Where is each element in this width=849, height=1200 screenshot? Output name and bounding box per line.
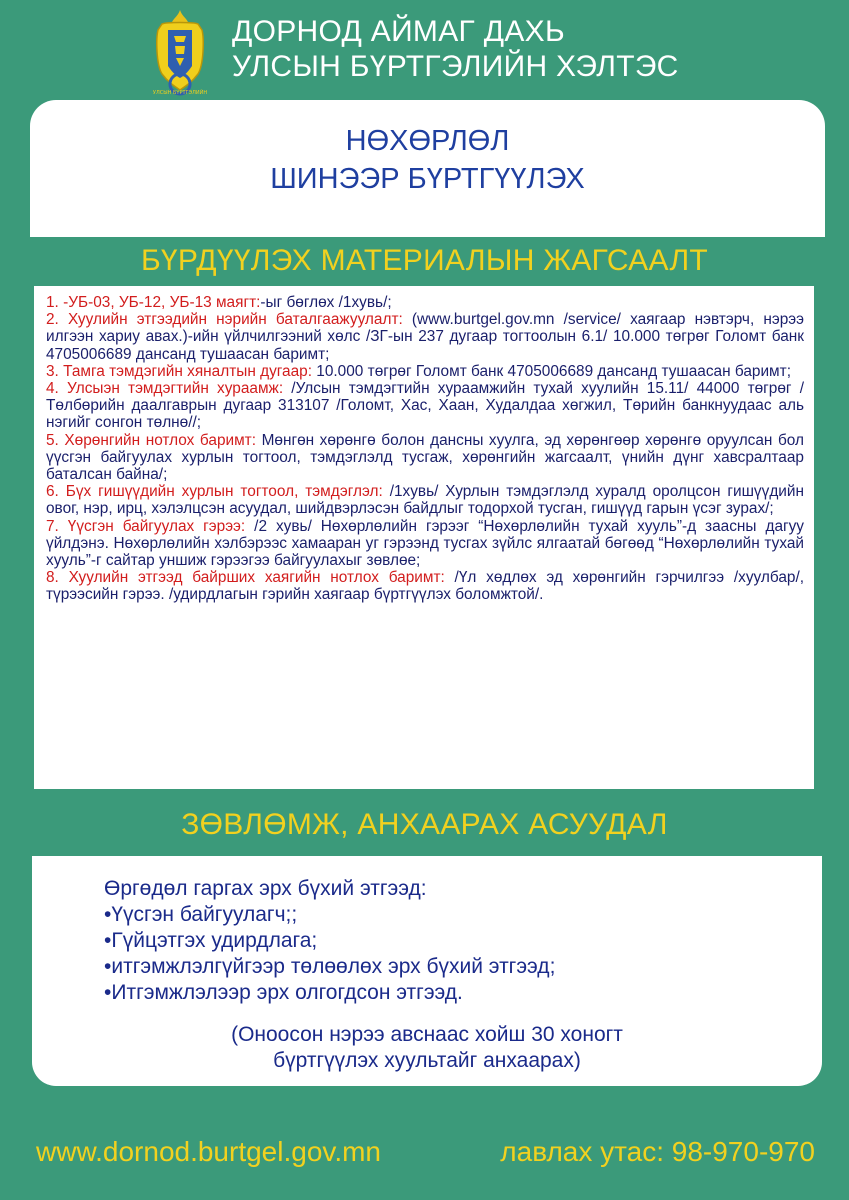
advice-panel [32, 856, 822, 1086]
item-lead: 4. Улсыэн тэмдэгтийн хураамж: [46, 380, 284, 398]
materials-list [34, 286, 814, 789]
list-item [46, 432, 804, 484]
list-item [46, 311, 804, 363]
item-text: -ыг бөглөх /1хувь/; [260, 294, 392, 311]
advice-bullet: •Гүйцэтгэх удирдлага; [104, 929, 318, 952]
list-item [46, 518, 804, 570]
list-item [46, 380, 804, 432]
item-text: (www.burtgel.gov.mn /service/ хаягаар нэвтэрч, нэрээ илгээн хариу авах.)-ийн үйлчилгээний хөлс /ЗГ-ын 237 дугаар тогтоолын 6.1/ 10.000 төгрөг Голомт банк 4705006689 дансанд тушаасан баримт; [46, 311, 804, 363]
list-item [46, 363, 804, 380]
organization-title-line1: ДОРНОД АЙМАГ ДАХЬ [232, 15, 565, 48]
phone-number: лавлах утас: 98-970-970 [500, 1136, 815, 1167]
item-lead: 6. Бүх гишүүдийн хурлын тогтоол, тэмдэглэл: [46, 483, 383, 501]
website-link[interactable]: www.dornod.burtgel.gov.mn [36, 1136, 381, 1167]
logo-caption: УЛСЫН БҮРТГЭЛИЙН [152, 90, 208, 96]
advice-bullet: •Үүсгэн байгуулагч;; [104, 903, 298, 926]
advice-note-line1: (Оноосон нэрээ авснаас хойш 30 хоногт [231, 1023, 623, 1046]
item-lead: 5. Хөрөнгийн нотлох баримт: [46, 431, 257, 449]
list-item [46, 483, 804, 517]
item-lead: 8. Хуулийн этгээд байрших хаягийн нотлох баримт: [46, 569, 445, 587]
materials-heading: БҮРДҮҮЛЭХ МАТЕРИАЛЫН ЖАГСААЛТ [140, 244, 709, 277]
item-text: /2 хувь/ Нөхөрлөлийн гэрээг “Нөхөрлөлийн тухай хууль”-д заасны дагуу үйлдэнэ. Нөхөрлөлийн хэлбэрээс хамааран уг гэрээнд тусгах зүйлс ялгаатай бөгөөд “Нөхөрлөлийн тухай хууль”-г сайтар уншиж гэрээгээ байгуулахыг зөвлөе; [46, 517, 805, 570]
list-item [46, 294, 804, 311]
organization-title-line2: УЛСЫН БҮРТГЭЛИЙН ХЭЛТЭС [232, 50, 679, 83]
item-lead: 3. Тамга тэмдэгийн хяналтын дугаар: [46, 362, 313, 380]
advice-bullet: •итгэмжлэлгүйгээр төлөөлөх эрх бүхий этгээд; [104, 955, 556, 978]
advice-note-line2: бүртгүүлэх хуультайг анхаарах) [273, 1049, 581, 1072]
item-lead: 2. Хуулийн этгээдийн нэрийн баталгаажуулалт: [46, 311, 403, 329]
item-text: /Үл хөдлөх эд хөрөнгийн гэрчилгээ /хуулбар/, түрээсийн гэрээ. /удирдлагын гэрийн хаягаар бүртгүүлэх боломжтой/. [46, 569, 805, 604]
advice-intro: Өргөдөл гаргах эрх бүхий этгээд: [104, 877, 427, 900]
advice-note [32, 1022, 750, 1074]
advice-heading: ЗӨВЛӨМЖ, АНХААРАХ АСУУДАЛ [181, 808, 668, 841]
item-text: 10.000 төгрөг Голомт банк 4705006689 дансанд тушаасан баримт; [312, 362, 791, 380]
item-text: Мөнгөн хөрөнгө болон дансны хуулга, эд хөрөнгөөр хөрөнгө оруулсан бол үүсгэн байгуулах хурлын тогтоол, тэмдэглэлд тусгаж, хөрөнгийн жагсаалт, үнийн дүнг хавсралтаар баталсан байна/; [46, 431, 805, 484]
item-text: /Улсын тэмдэгтийн хураамжийн тухай хуулийн 15.11/ 44000 төгрөг /Төлбөрийн даалгаврын дугаар 313107 /Голомт, Хас, Хаан, Худалдаа хөгжил, Төрийн банкнуудаас аль нэгийг сонгон төлнө//; [46, 380, 804, 432]
list-item [46, 569, 804, 603]
page-title-line2: ШИНЭЭР БҮРТГҮҮЛЭХ [270, 163, 585, 195]
item-lead: 1. -УБ-03, УБ-12, УБ-13 маягт: [46, 294, 261, 311]
registry-emblem-icon [148, 8, 212, 98]
title-panel [30, 100, 825, 237]
organization-title [232, 14, 679, 84]
page-title-line1: НӨХӨРЛӨЛ [345, 125, 510, 157]
item-text: /1хувь/ Хурлын тэмдэглэлд хуралд оролцсон гишүүдийн овог, нэр, ирц, хэлэлцсэн асуудал, шийдвэрлэсэн байдлыг тодорхой тусган, гишүүд гарын үсэг зурах/; [46, 483, 804, 518]
advice-bullet: •Итгэмжлэлээр эрх олгогдсон этгээд. [104, 981, 463, 1004]
item-lead: 7. Үүсгэн байгуулах гэрээ: [46, 517, 246, 535]
